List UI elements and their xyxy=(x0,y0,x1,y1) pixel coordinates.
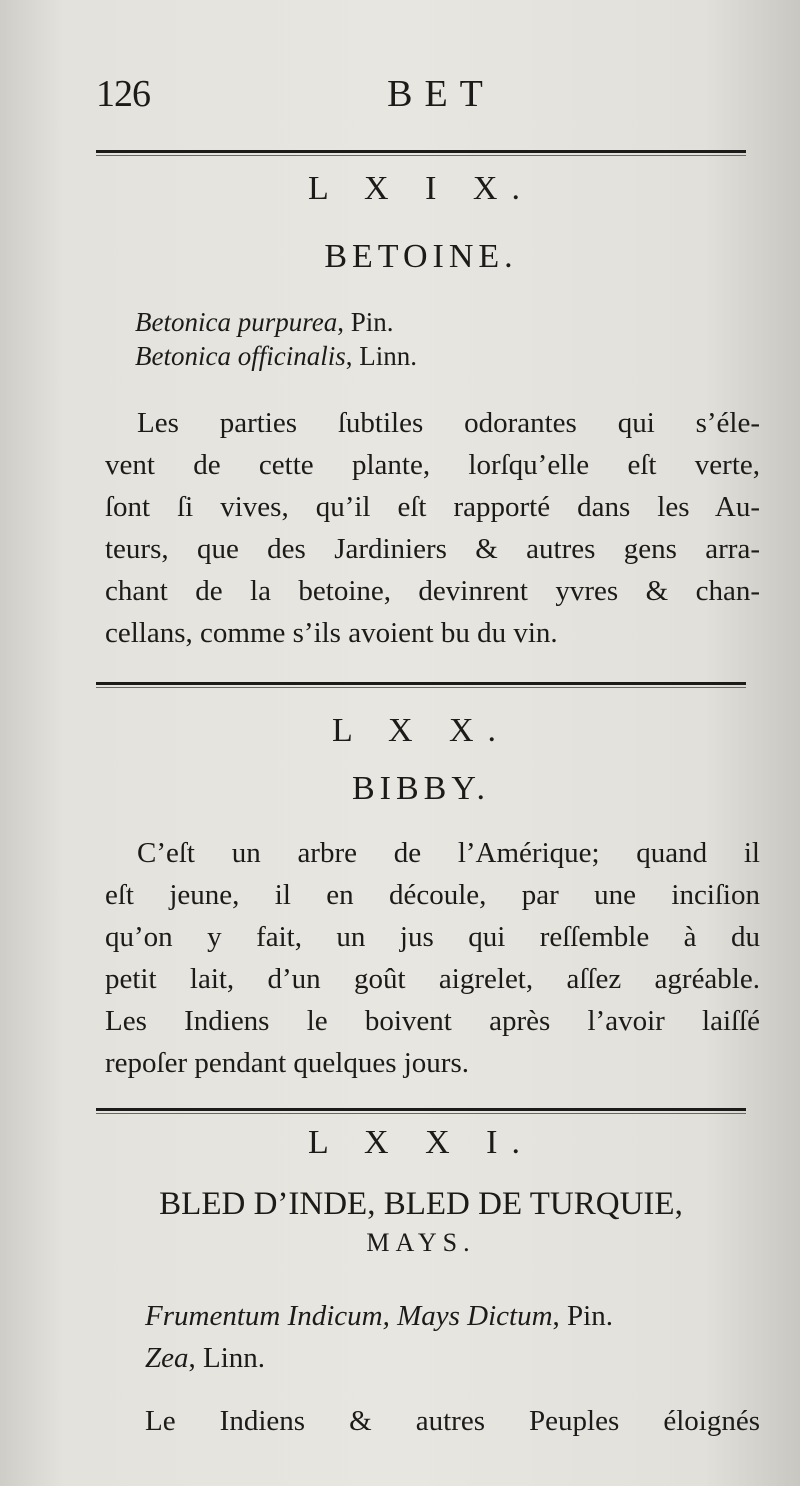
text-line: Les Indiens le boivent après l’avoir laiſſé xyxy=(105,1005,760,1037)
text-line: petit lait, d’un goût aigrelet, aſſez agréable. xyxy=(105,963,760,995)
text-line: cellans, comme s’ils avoient bu du vin. xyxy=(105,617,558,649)
text-line: C’eſt un arbre de l’Amérique; quand il xyxy=(137,837,760,869)
text-line: vent de cette plante, lorſqu’elle eſt verte, xyxy=(105,449,760,481)
text-line: chant de la betoine, devinrent yvres & chan- xyxy=(105,575,760,607)
entry-title: BETOINE. xyxy=(324,238,518,275)
synonym-line: Betonica officinalis, Linn. xyxy=(135,341,417,371)
text-line: teurs, que des Jardiniers & autres gens arra- xyxy=(105,533,760,565)
entry-body xyxy=(105,402,760,654)
entry-title: BIBBY. xyxy=(351,770,491,807)
text-line: qu’on y fait, un jus qui reſſemble à du xyxy=(105,921,760,953)
page-number: 126 xyxy=(96,73,150,115)
entry-synonyms xyxy=(135,305,755,373)
text-line: eſt jeune, il en découle, par une inciſion xyxy=(105,879,760,911)
page-header xyxy=(96,72,746,120)
entry-title: BLED D’INDE, BLED DE TURQUIE, xyxy=(159,1186,683,1222)
entry-body xyxy=(105,832,760,1084)
section-rule xyxy=(96,682,746,685)
running-head: BET xyxy=(387,73,495,115)
entry-subtitle: MAYS. xyxy=(366,1228,476,1257)
text-line: ſont ſi vives, qu’il eſt rapporté dans les Au- xyxy=(105,491,760,523)
synonym-line: Frumentum Indicum, Mays Dictum, Pin. xyxy=(145,1300,613,1332)
entry-synonyms xyxy=(145,1295,765,1379)
text-line: Le Indiens & autres Peuples éloignés xyxy=(145,1405,760,1437)
text-line: repoſer pendant quelques jours. xyxy=(105,1047,470,1079)
section-rule xyxy=(96,1108,746,1111)
synonym-line: Zea, Linn. xyxy=(145,1342,266,1374)
entry-body xyxy=(105,1400,760,1442)
entry-number: L X X I. xyxy=(308,1124,534,1161)
entry-number: L X X. xyxy=(331,712,511,749)
entry-number: L X I X. xyxy=(308,170,534,207)
header-rule xyxy=(96,150,746,153)
text-line: Les parties ſubtiles odorantes qui s’éle- xyxy=(137,407,760,439)
synonym-line: Betonica purpurea, Pin. xyxy=(135,307,394,337)
